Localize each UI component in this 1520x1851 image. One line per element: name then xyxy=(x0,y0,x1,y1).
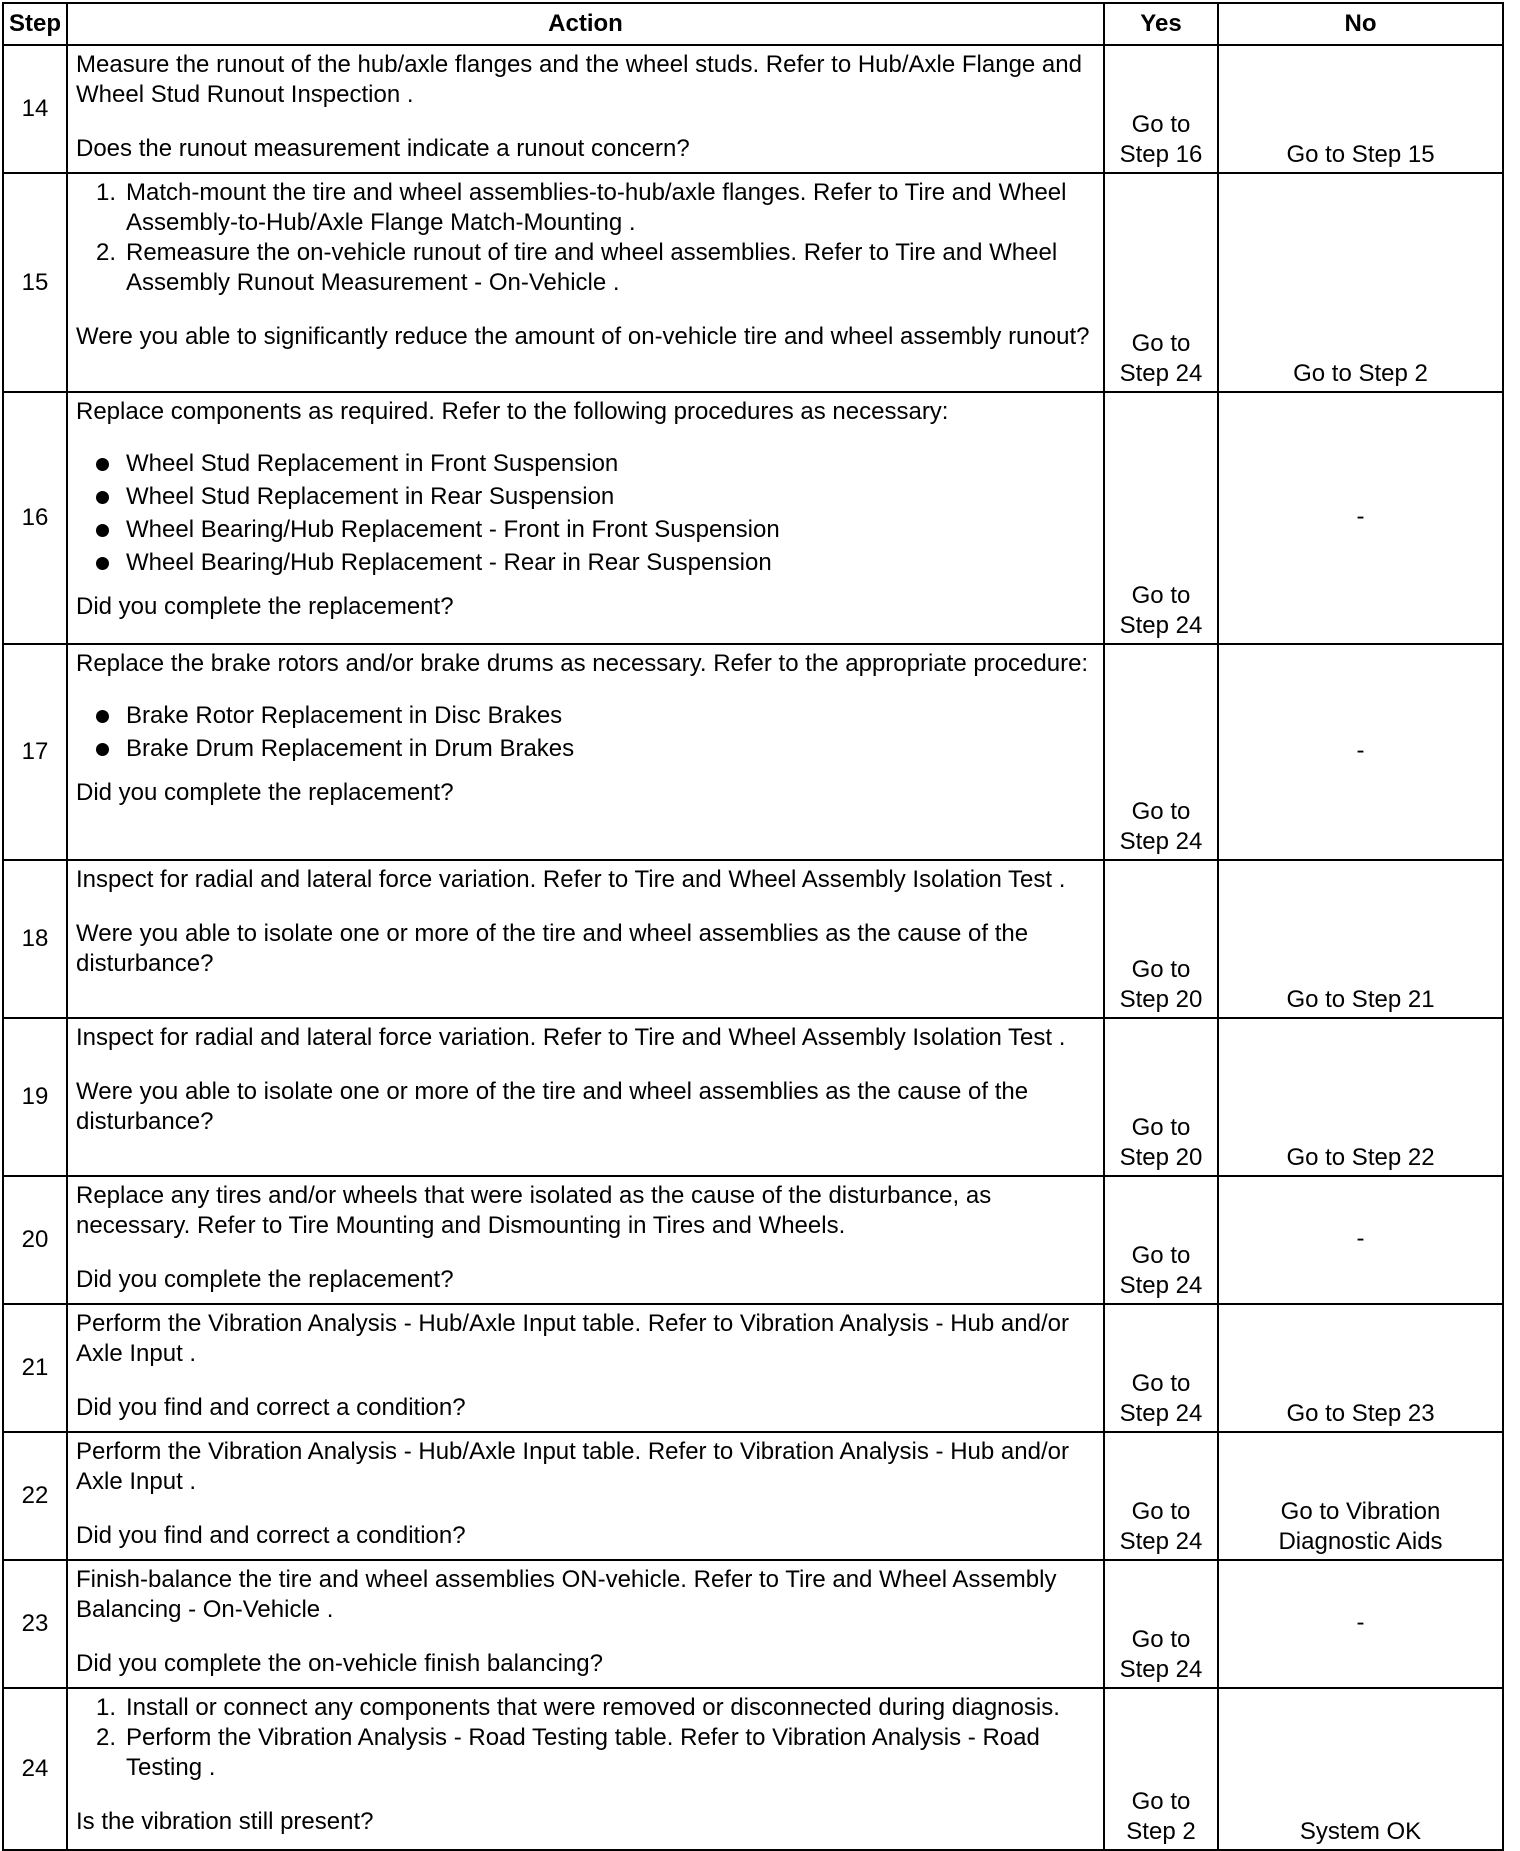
yes-line: Go to xyxy=(1131,1626,1191,1653)
yes-line: Go to xyxy=(1131,1370,1191,1397)
header-row xyxy=(3,3,1503,45)
action-cell xyxy=(67,860,1104,1018)
yes-cell xyxy=(1104,1176,1218,1304)
action-question: Is the vibration still present? xyxy=(76,1808,374,1835)
bullet-list xyxy=(76,701,1097,764)
bullet-text: Brake Drum Replacement in Drum Brakes xyxy=(126,735,575,762)
action-text: Replace components as required. Refer to the following procedures as necessary: xyxy=(76,398,949,425)
bullet-item xyxy=(76,701,1097,731)
step-number: 23 xyxy=(3,1560,67,1688)
action-text: Perform the Vibration Analysis - Hub/Axle Input table. Refer to Vibration Analysis - Hub and/or Axle Input . xyxy=(76,1310,1069,1367)
no-line: Go to Vibration xyxy=(1280,1498,1441,1525)
yes-line: Step 16 xyxy=(1119,141,1203,168)
yes-line: Go to xyxy=(1131,582,1191,609)
action-question: Did you find and correct a condition? xyxy=(76,1394,466,1421)
table-row-step-14 xyxy=(3,45,1503,173)
bullet-icon xyxy=(96,557,109,570)
no-line: - xyxy=(1356,1225,1365,1252)
yes-line: Step 24 xyxy=(1119,1272,1203,1299)
bullet-text: Wheel Stud Replacement in Front Suspension xyxy=(126,450,619,477)
table-row-step-21 xyxy=(3,1304,1503,1432)
yes-cell xyxy=(1104,644,1218,860)
action-question: Did you find and correct a condition? xyxy=(76,1522,466,1549)
bullet-text: Wheel Stud Replacement in Rear Suspension xyxy=(126,483,615,510)
yes-line: Step 2 xyxy=(1126,1818,1196,1845)
action-question: Did you complete the replacement? xyxy=(76,779,454,806)
numbered-steps xyxy=(76,1693,1097,1783)
action-question: Were you able to isolate one or more of the tire and wheel assemblies as the cause of the disturbance? xyxy=(76,920,1029,977)
no-cell xyxy=(1218,392,1503,644)
step-text: Perform the Vibration Analysis - Road Testing table. Refer to Vibration Analysis - Road Testing . xyxy=(126,1724,1040,1781)
no-cell xyxy=(1218,173,1503,392)
diagnostic-table-container xyxy=(2,2,1502,1851)
step-number: 17 xyxy=(3,644,67,860)
numbered-step xyxy=(96,1693,1097,1723)
yes-line: Step 24 xyxy=(1119,1400,1203,1427)
yes-line: Go to xyxy=(1131,1498,1191,1525)
action-cell xyxy=(67,1018,1104,1176)
bullet-icon xyxy=(96,491,109,504)
bullet-icon xyxy=(96,710,109,723)
yes-line: Go to xyxy=(1131,111,1191,138)
step-number: 18 xyxy=(3,860,67,1018)
step-number: 20 xyxy=(3,1176,67,1304)
action-text: Measure the runout of the hub/axle flanges and the wheel studs. Refer to Hub/Axle Flange and Wheel Stud Runout Inspection . xyxy=(76,51,1082,108)
no-line: System OK xyxy=(1299,1818,1422,1845)
action-cell xyxy=(67,1688,1104,1850)
step-index: 2. xyxy=(96,1724,117,1751)
step-number: 21 xyxy=(3,1304,67,1432)
yes-cell xyxy=(1104,1018,1218,1176)
step-text: Match-mount the tire and wheel assemblies-to-hub/axle flanges. Refer to Tire and Wheel Assembly-to-Hub/Axle Flange Match-Mounting . xyxy=(126,179,1067,236)
yes-line: Go to xyxy=(1131,798,1191,825)
step-index: 2. xyxy=(96,239,117,266)
step-number: 24 xyxy=(3,1688,67,1850)
no-cell xyxy=(1218,860,1503,1018)
yes-line: Step 24 xyxy=(1119,1656,1203,1683)
yes-cell xyxy=(1104,1432,1218,1560)
no-line: Go to Step 22 xyxy=(1286,1144,1435,1171)
action-cell xyxy=(67,173,1104,392)
no-cell xyxy=(1218,1176,1503,1304)
no-line: Go to Step 21 xyxy=(1286,986,1435,1013)
table-row-step-16 xyxy=(3,392,1503,644)
no-cell xyxy=(1218,1560,1503,1688)
action-cell xyxy=(67,1176,1104,1304)
yes-line: Go to xyxy=(1131,1788,1191,1815)
no-cell xyxy=(1218,644,1503,860)
step-index: 1. xyxy=(96,179,117,206)
header-step: Step xyxy=(3,3,67,45)
header-no: No xyxy=(1218,3,1503,45)
yes-cell xyxy=(1104,1304,1218,1432)
bullet-list xyxy=(76,449,1097,578)
bullet-icon xyxy=(96,458,109,471)
action-cell xyxy=(67,1432,1104,1560)
table-row-step-20 xyxy=(3,1176,1503,1304)
yes-line: Go to xyxy=(1131,1114,1191,1141)
bullet-icon xyxy=(96,524,109,537)
yes-line: Step 20 xyxy=(1119,1144,1203,1171)
step-text: Install or connect any components that were removed or disconnected during diagnosis. xyxy=(126,1694,1060,1721)
no-cell xyxy=(1218,45,1503,173)
no-cell xyxy=(1218,1304,1503,1432)
table-row-step-17 xyxy=(3,644,1503,860)
no-cell xyxy=(1218,1018,1503,1176)
table-row-step-23 xyxy=(3,1560,1503,1688)
yes-line: Step 24 xyxy=(1119,828,1203,855)
step-number: 16 xyxy=(3,392,67,644)
action-question: Were you able to significantly reduce the amount of on-vehicle tire and wheel assembly runout? xyxy=(76,323,1090,350)
bullet-item xyxy=(76,548,1097,578)
yes-line: Go to xyxy=(1131,1242,1191,1269)
step-number: 14 xyxy=(3,45,67,173)
action-text: Replace any tires and/or wheels that were isolated as the cause of the disturbance, as necessary. Refer to Tire Mounting and Dismounting in Tires and Wheels. xyxy=(76,1182,992,1239)
step-index: 1. xyxy=(96,1694,117,1721)
action-cell xyxy=(67,45,1104,173)
bullet-item xyxy=(76,482,1097,512)
no-line: - xyxy=(1356,1609,1365,1636)
action-cell xyxy=(67,1304,1104,1432)
no-line: - xyxy=(1356,737,1365,764)
action-question: Were you able to isolate one or more of the tire and wheel assemblies as the cause of the disturbance? xyxy=(76,1078,1029,1135)
bullet-text: Wheel Bearing/Hub Replacement - Rear in Rear Suspension xyxy=(126,549,772,576)
no-line: Go to Step 15 xyxy=(1286,141,1435,168)
header-yes: Yes xyxy=(1104,3,1218,45)
bullet-icon xyxy=(96,743,109,756)
yes-cell xyxy=(1104,860,1218,1018)
table-row-step-24 xyxy=(3,1688,1503,1850)
yes-cell xyxy=(1104,45,1218,173)
step-number: 15 xyxy=(3,173,67,392)
bullet-item xyxy=(76,734,1097,764)
bullet-item xyxy=(76,515,1097,545)
step-number: 19 xyxy=(3,1018,67,1176)
diagnostic-table xyxy=(2,2,1504,1851)
yes-line: Step 24 xyxy=(1119,360,1203,387)
table-row-step-19 xyxy=(3,1018,1503,1176)
action-text: Replace the brake rotors and/or brake drums as necessary. Refer to the appropriate procedure: xyxy=(76,650,1089,677)
step-number: 22 xyxy=(3,1432,67,1560)
yes-cell xyxy=(1104,392,1218,644)
table-row-step-22 xyxy=(3,1432,1503,1560)
numbered-steps xyxy=(76,178,1097,298)
yes-line: Go to xyxy=(1131,330,1191,357)
no-cell xyxy=(1218,1432,1503,1560)
numbered-step xyxy=(96,238,1097,298)
table-row-step-15 xyxy=(3,173,1503,392)
action-question: Did you complete the replacement? xyxy=(76,593,454,620)
no-cell xyxy=(1218,1688,1503,1850)
numbered-step xyxy=(96,178,1097,238)
no-line: Diagnostic Aids xyxy=(1278,1528,1443,1555)
no-line: Go to Step 2 xyxy=(1293,360,1428,387)
action-text: Perform the Vibration Analysis - Hub/Axle Input table. Refer to Vibration Analysis - Hub and/or Axle Input . xyxy=(76,1438,1069,1495)
action-question: Did you complete the on-vehicle finish balancing? xyxy=(76,1650,603,1677)
action-question: Did you complete the replacement? xyxy=(76,1266,454,1293)
bullet-text: Wheel Bearing/Hub Replacement - Front in Front Suspension xyxy=(126,516,780,543)
action-cell xyxy=(67,644,1104,860)
header-action: Action xyxy=(67,3,1104,45)
action-text: Inspect for radial and lateral force variation. Refer to Tire and Wheel Assembly Isolation Test . xyxy=(76,1024,1066,1051)
yes-line: Step 20 xyxy=(1119,986,1203,1013)
numbered-step xyxy=(96,1723,1097,1783)
action-text: Finish-balance the tire and wheel assemblies ON-vehicle. Refer to Tire and Wheel Assembly Balancing - On-Vehicle . xyxy=(76,1566,1057,1623)
yes-line: Step 24 xyxy=(1119,1528,1203,1555)
action-question: Does the runout measurement indicate a runout concern? xyxy=(76,135,690,162)
action-cell xyxy=(67,1560,1104,1688)
bullet-text: Brake Rotor Replacement in Disc Brakes xyxy=(126,702,563,729)
yes-line: Step 24 xyxy=(1119,612,1203,639)
table-row-step-18 xyxy=(3,860,1503,1018)
yes-cell xyxy=(1104,173,1218,392)
step-text: Remeasure the on-vehicle runout of tire and wheel assemblies. Refer to Tire and Wheel Assembly Runout Measurement - On-Vehicle . xyxy=(126,239,1058,296)
yes-line: Go to xyxy=(1131,956,1191,983)
yes-cell xyxy=(1104,1560,1218,1688)
no-line: - xyxy=(1356,503,1365,530)
action-cell xyxy=(67,392,1104,644)
bullet-item xyxy=(76,449,1097,479)
action-text: Inspect for radial and lateral force variation. Refer to Tire and Wheel Assembly Isolation Test . xyxy=(76,866,1066,893)
yes-cell xyxy=(1104,1688,1218,1850)
no-line: Go to Step 23 xyxy=(1286,1400,1435,1427)
